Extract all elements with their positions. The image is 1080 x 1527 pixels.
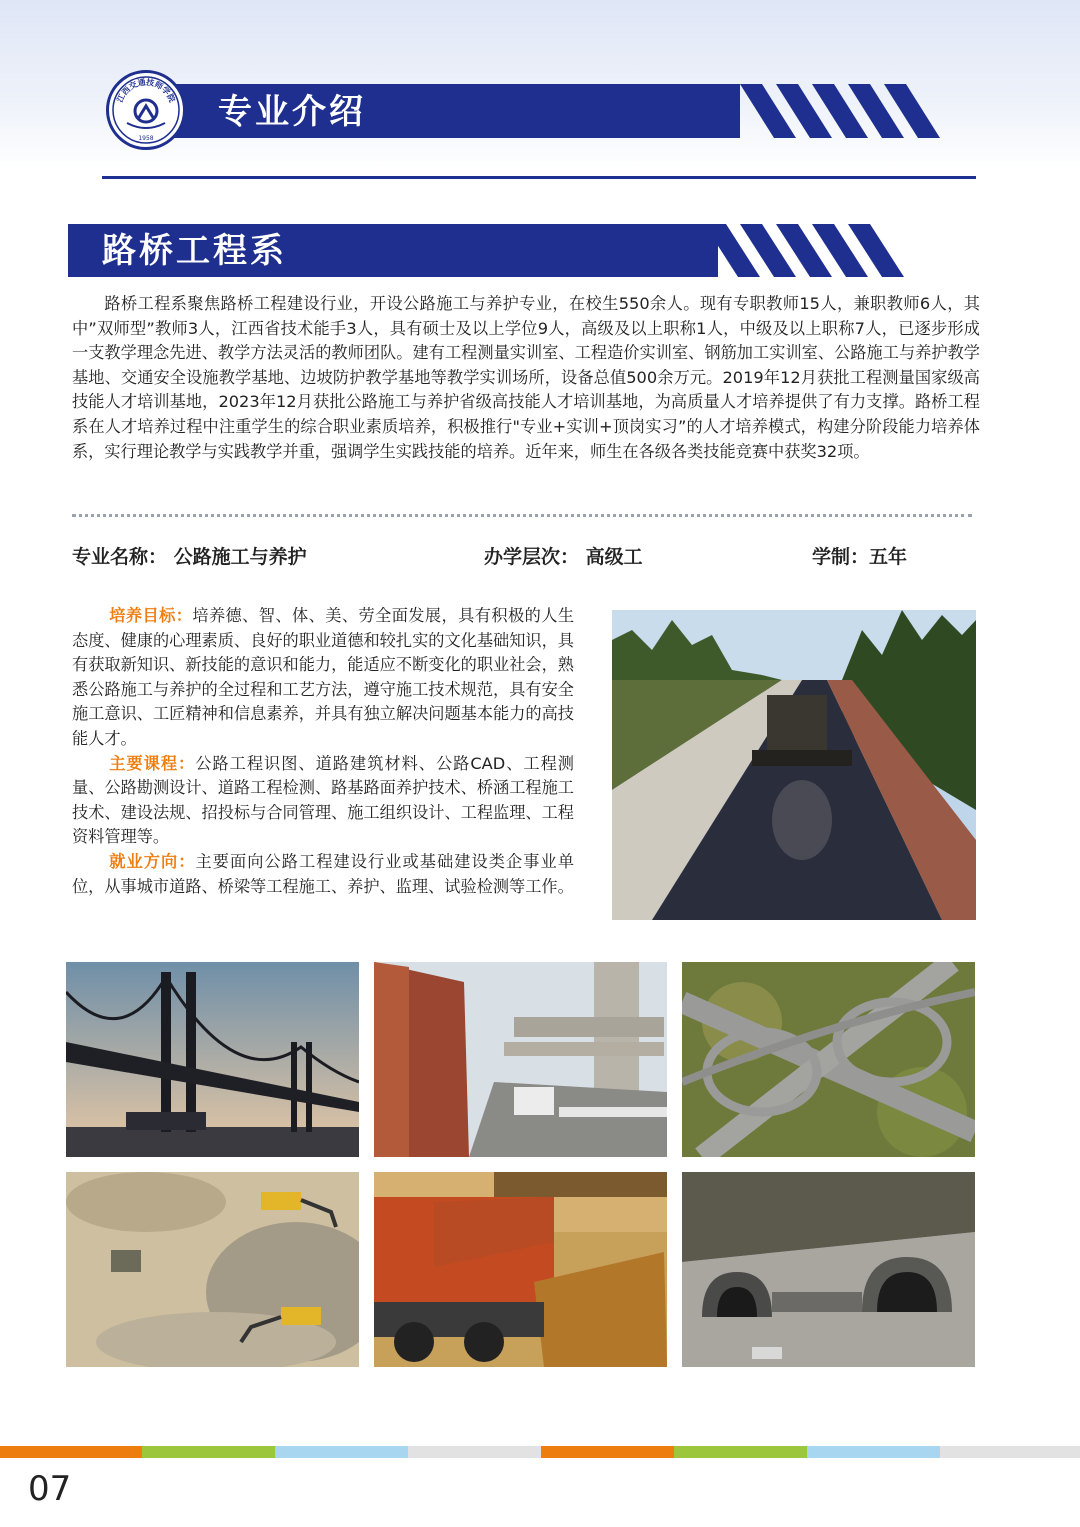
career-text: 主要面向公路工程建设行业或基础建设类企事业单位，从事城市道路、桥梁等工程施工、养护、监理、试验检测等工作。 <box>72 851 575 896</box>
department-stripes <box>704 224 914 277</box>
footer-colorbar-green <box>142 1446 275 1458</box>
footer-colorbar-orange-2 <box>541 1446 674 1458</box>
goal-label: 培养目标： <box>109 606 193 625</box>
footer-colorbar-green-2 <box>674 1446 807 1458</box>
courses-text: 公路工程识图、道路建筑材料、公路CAD、工程测量、公路勘测设计、道路工程检测、路基路面养护技术、桥涵工程施工技术、建设法规、招投标与合同管理、施工组织设计、工程监理、工程资料管理等。 <box>72 753 574 847</box>
footer-colorbar-blue-2 <box>807 1446 940 1458</box>
footer-colorbar-gray <box>408 1446 541 1458</box>
career-paragraph <box>72 850 574 899</box>
elevated-road-construction-photo <box>374 962 667 1157</box>
page-title: 专业介绍 <box>218 92 366 132</box>
tunnel-portals-photo <box>682 1172 975 1367</box>
program-level: 办学层次： 高级工 <box>484 546 643 568</box>
courses-paragraph <box>72 752 574 850</box>
program-duration: 学制：五年 <box>812 546 908 568</box>
logo-year: 1958 <box>138 135 154 142</box>
road-paving-photo <box>612 610 976 920</box>
header-stripes <box>740 84 950 138</box>
school-logo <box>106 70 186 150</box>
excavators-quarry-photo <box>66 1172 359 1367</box>
dump-trucks-photo <box>374 1172 667 1367</box>
courses-label: 主要课程： <box>109 753 196 773</box>
header-divider <box>102 176 976 179</box>
page-number: 07 <box>28 1469 72 1509</box>
department-intro: 路桥工程系聚焦路桥工程建设行业，开设公路施工与养护专业，在校生550余人。现有专职教师15人，兼职教师6人，其中”双师型”教师3人，江西省技术能手3人，具有硕士及以上学位9人，高级及以上职称1人，中级及以上职称7人，已逐步形成一支教学理念先进、教学方法灵活的教师团队。建有工程测量实训室、工程造价实训室、钢筋加工实训室、公路施工与养护教学基地、交通安全设施教学基地、边坡防护教学基地等教学实训场所，设备总值500余万元。2019年12月获批工程测量国家级高技能人才培训基地，2023年12月获批公路施工与养护省级高技能人才培训基地，为高质量人才培养提供了有力支撑。路桥工程系在人才培养过程中注重学生的综合职业素质培养，积极推行"专业+实训+顶岗实习”的人才培养模式，构建分阶段能力培养体系，实行理论教学与实践教学并重，强调学生实践技能的培养。近年来，师生在各级各类技能竞赛中获奖32项。 <box>72 294 980 461</box>
department-title: 路桥工程系 <box>102 231 287 271</box>
goal-text: 培养德、智、体、美、劳全面发展，具有积极的人生态度、健康的心理素质、良好的职业道德和较扎实的文化基础知识，具有获取新知识、新技能的意识和能力，能适应不断变化的职业社会，熟悉公路施工与养护的全过程和工艺方法，遵守施工技术规范，具有安全施工意识、工匠精神和信息素养，并具有独立解决问题基本能力的高技能人才。 <box>72 606 575 748</box>
logo-text: 江西交通技师学院 <box>115 77 177 104</box>
footer-colorbar-gray-2 <box>940 1446 1080 1458</box>
dotted-divider <box>72 514 972 517</box>
goal-paragraph <box>72 604 574 752</box>
footer-colorbar-orange <box>0 1446 142 1458</box>
career-label: 就业方向： <box>109 851 196 871</box>
footer-colorbar-blue <box>275 1446 408 1458</box>
highway-interchange-photo <box>682 962 975 1157</box>
suspension-bridge-photo <box>66 962 359 1157</box>
program-name: 专业名称： 公路施工与养护 <box>72 546 307 568</box>
program-details <box>72 604 574 899</box>
